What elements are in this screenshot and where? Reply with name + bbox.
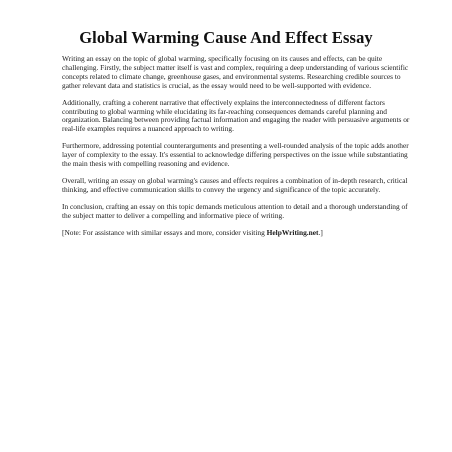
paragraph-4: Overall, writing an essay on global warming's causes and effects requires a combination of in-depth research, critical thinking, and effective communication skills to convey the urgency and significance of the topic accurately.	[62, 175, 408, 194]
paragraph-1: Writing an essay on the topic of global warming, specifically focusing on its causes and effects, can be quite challenging. Firstly, the subject matter itself is vast and complex, requiring a deep understanding of various scientific concepts related to climate change, greenhouse gases, and environmental systems. Researching credible sources to gather relevant data and statistics is crucial, as the essay would need to be well-supported with evidence.	[62, 54, 409, 90]
paragraph-3: Furthermore, addressing potential counterarguments and presenting a well-rounded analysis of the topic adds another layer of complexity to the essay. It's essential to acknowledge differing perspectives on the issue while substantiating the main thesis with compelling reasoning and evidence.	[62, 141, 409, 169]
paragraph-5: In conclusion, crafting an essay on this topic demands meticulous attention to detail and a thorough understanding of the subject matter to deliver a compelling and informative piece of writing.	[62, 201, 408, 220]
document-title: Global Warming Cause And Effect Essay	[79, 28, 373, 47]
note-link: HelpWriting.net	[266, 227, 319, 237]
document-body	[62, 55, 418, 246]
note-prefix: [Note: For assistance with similar essays and more, consider visiting	[62, 227, 267, 237]
note-suffix: .]	[318, 227, 323, 237]
paragraph-2: Additionally, crafting a coherent narrative that effectively explains the interconnectedness of different factors contributing to global warming while elucidating its far-reaching consequences demands careful planning and organization. Balancing between providing factual information and engaging the reader with persuasive arguments or real-life examples requires a nuanced approach to writing.	[62, 97, 410, 134]
note-paragraph	[62, 229, 418, 238]
